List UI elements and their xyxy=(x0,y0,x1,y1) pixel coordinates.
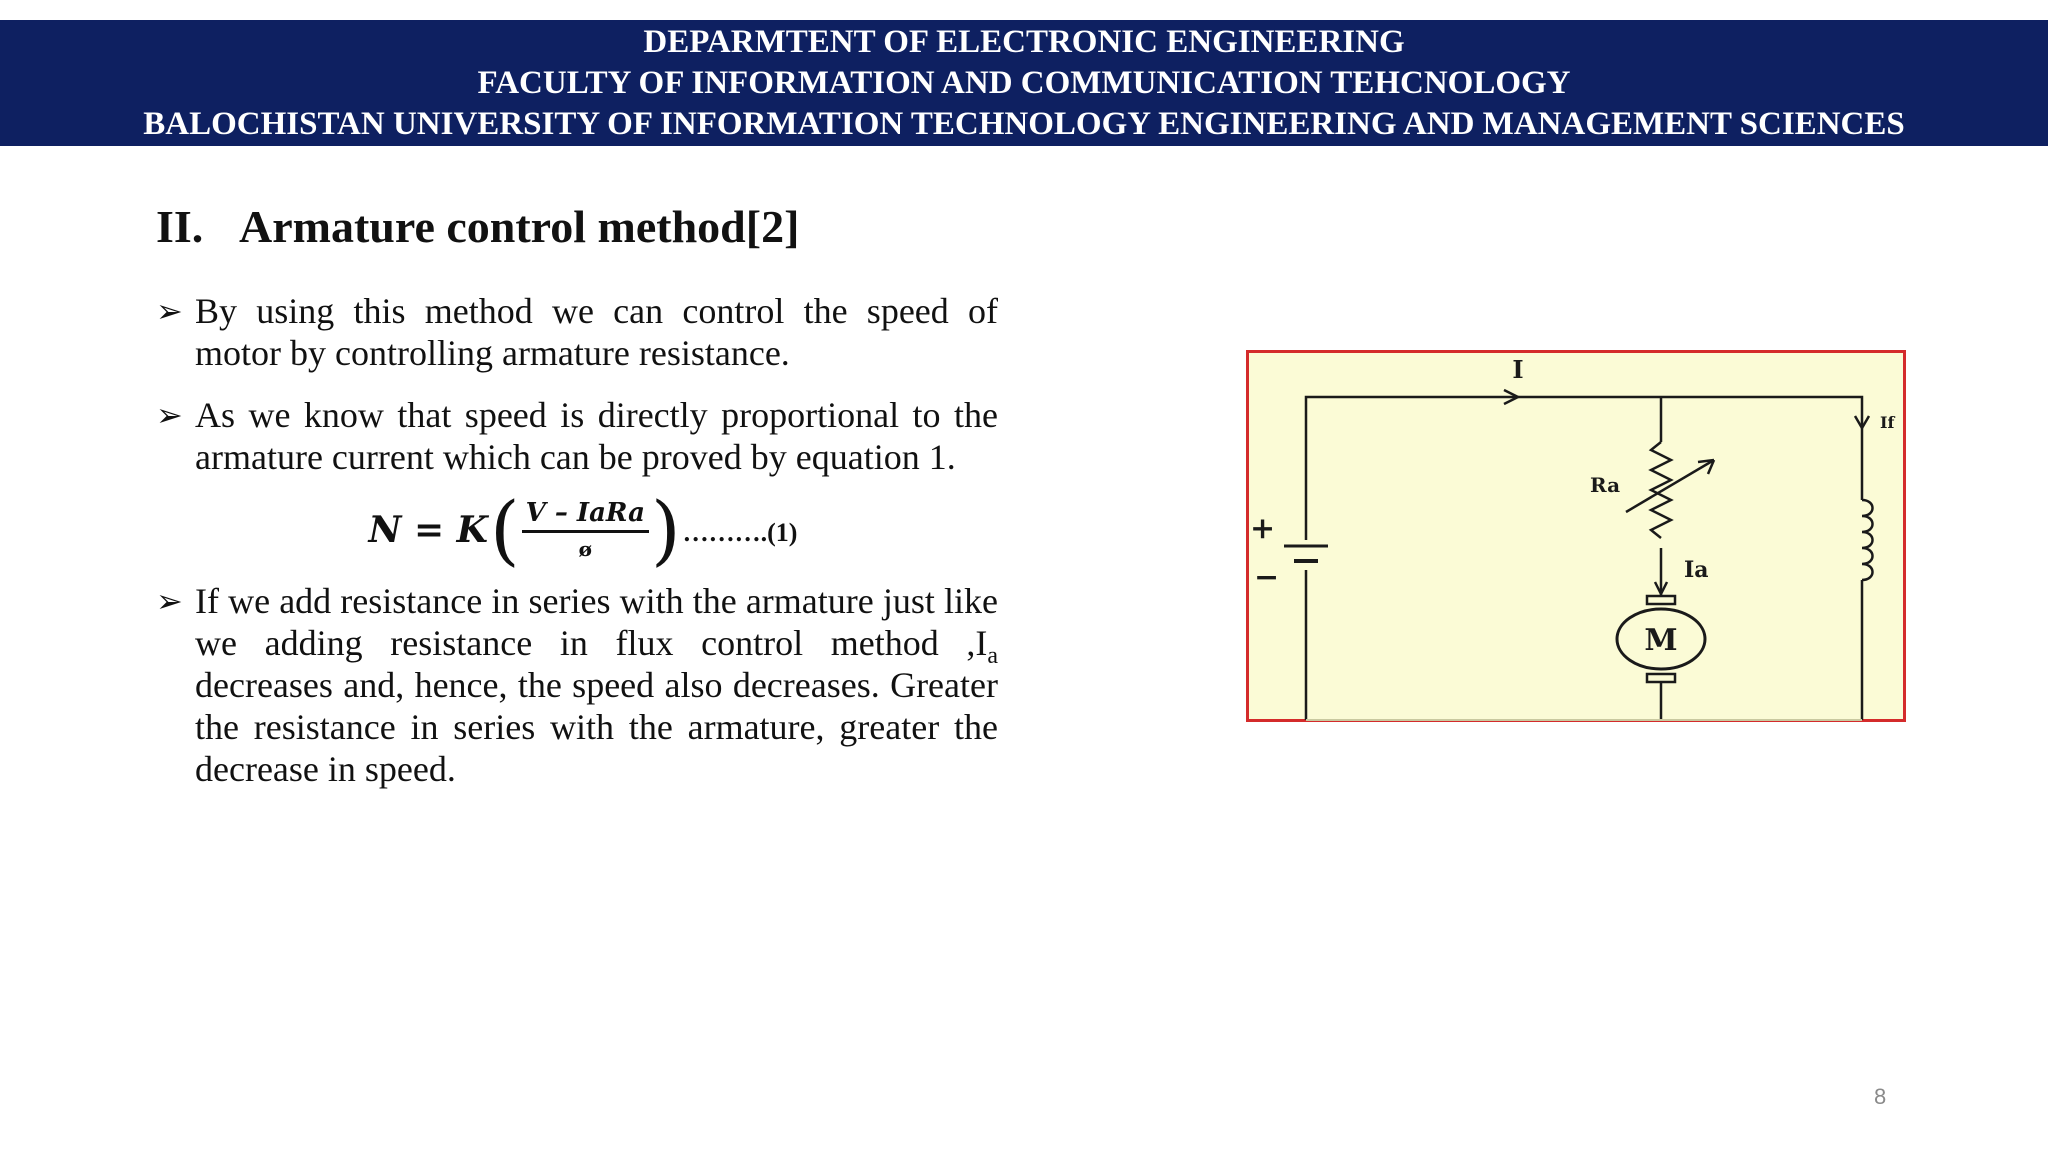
label-motor: M xyxy=(1644,623,1678,658)
equation-fraction xyxy=(522,496,649,565)
bullet-item xyxy=(156,394,998,478)
header-faculty: FACULTY OF INFORMATION AND COMMUNICATION TEHCNOLOGY xyxy=(477,64,1571,101)
bullet-item xyxy=(156,580,998,790)
slide-content xyxy=(156,290,998,790)
right-paren: ) xyxy=(650,485,681,574)
page-number: 8 xyxy=(1874,1084,1887,1109)
label-current: I xyxy=(1512,355,1524,384)
header-university: BALOCHISTAN UNIVERSITY OF INFORMATION TECHNOLOGY ENGINEERING AND MANAGEMENT SCIENCES xyxy=(143,105,1905,142)
arrowhead-bullet-icon: ➢ xyxy=(156,582,183,620)
bullet-item xyxy=(156,290,998,374)
slide-title xyxy=(156,200,799,253)
equation-denominator: ø xyxy=(578,536,592,561)
equation-lhs: N = K xyxy=(368,509,488,551)
armature-control-circuit-diagram xyxy=(1246,350,1906,722)
equation-numerator: V – IaRa xyxy=(522,496,649,533)
department-header xyxy=(0,20,2048,146)
label-armature-current: Ia xyxy=(1684,557,1709,583)
label-resistance: Ra xyxy=(1590,473,1621,497)
slide-title-text: Armature control method[2] xyxy=(239,201,800,252)
equation-number: ……….(1) xyxy=(682,518,798,547)
bullet-text: As we know that speed is directly proportional to the armature current which can be proved by equation 1. xyxy=(195,395,998,477)
left-paren: ( xyxy=(489,485,520,574)
label-minus: − xyxy=(1254,560,1280,595)
subscript-a: a xyxy=(987,643,998,670)
diagram-frame xyxy=(1248,352,1905,721)
bullet-text: By using this method we can control the speed of motor by controlling armature resistance. xyxy=(195,291,998,373)
label-field-current: If xyxy=(1880,413,1895,432)
slide-title-number: II. xyxy=(156,201,204,252)
bullet-text: If we add resistance in series with the armature just like we adding resistance in flux control method $,I_a$ decreases and, hence, the speed also decreases. Greater the resistance in series with the armature, greater the decrease in speed. xyxy=(195,581,998,789)
speed-equation xyxy=(156,485,998,574)
label-plus: + xyxy=(1250,511,1276,546)
arrowhead-bullet-icon: ➢ xyxy=(156,396,183,434)
arrowhead-bullet-icon: ➢ xyxy=(156,292,183,330)
header-department: DEPARMTENT OF ELECTRONIC ENGINEERING xyxy=(643,23,1405,60)
